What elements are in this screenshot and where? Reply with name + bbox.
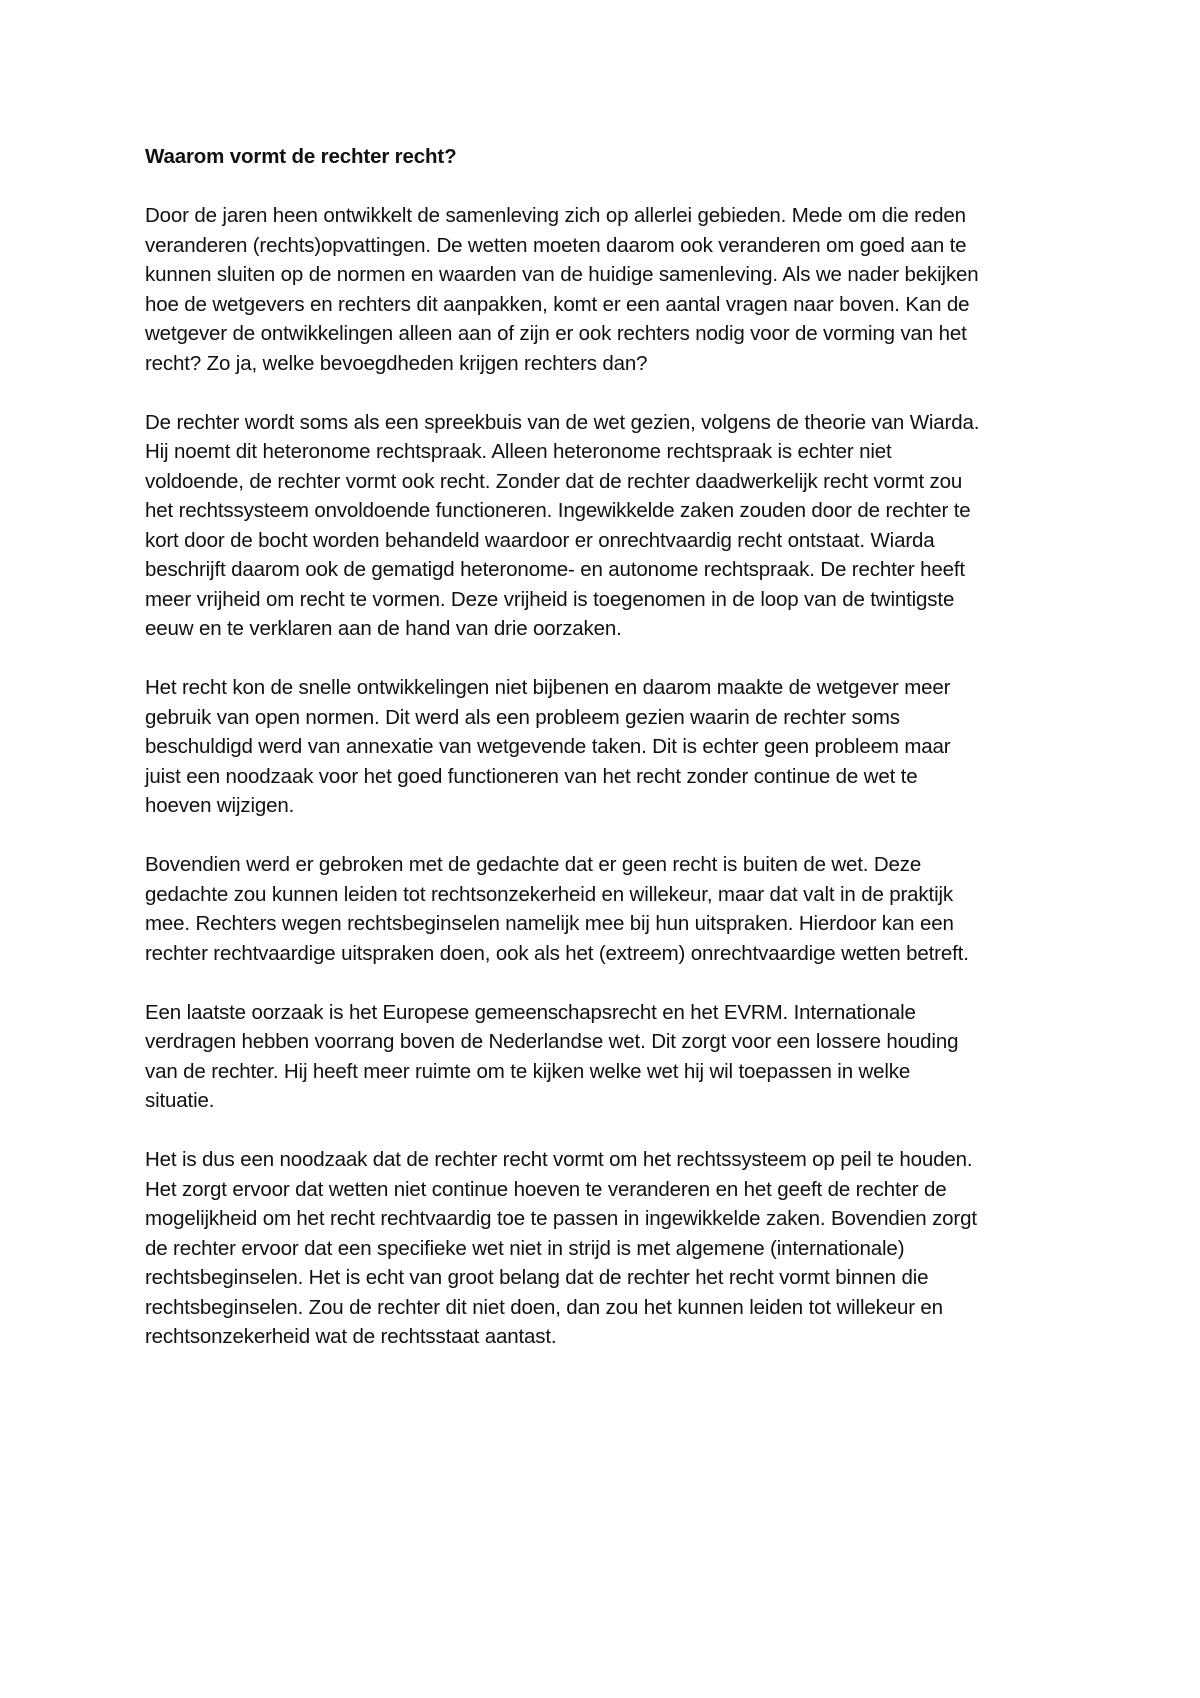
paragraph-line: rechter rechtvaardige uitspraken doen, ook als het (extreem) onrechtvaardige wetten betreft.: [145, 941, 969, 965]
paragraph-line: Door de jaren heen ontwikkelt de samenleving zich op allerlei gebieden. Mede om die reden: [145, 204, 966, 227]
paragraph-line: verdragen hebben voorrang boven de Nederlandse wet. Dit zorgt voor een lossere houding: [145, 1030, 959, 1053]
paragraph-line: van de rechter. Hij heeft meer ruimte om te kijken welke wet hij wil toepassen in welke: [145, 1059, 911, 1083]
paragraph-line: Bovendien werd er gebroken met de gedachte dat er geen recht is buiten de wet. Deze: [145, 853, 922, 876]
paragraph-line: situatie.: [145, 1089, 215, 1112]
paragraph-line: mogelijkheid om het recht rechtvaardig toe te passen in ingewikkelde zaken. Bovendien zorgt: [145, 1207, 977, 1230]
paragraph-line: kort door de bocht worden behandeld waardoor er onrechtvaardig recht ontstaat. Wiarda: [145, 528, 935, 552]
paragraph-line: Hij noemt dit heteronome rechtspraak. Alleen heteronome rechtspraak is echter niet: [145, 440, 892, 463]
document-title: Waarom vormt de rechter recht?: [145, 145, 457, 168]
paragraph-line: rechtsbeginselen. Het is echt van groot belang dat de rechter het recht vormt binnen die: [145, 1266, 929, 1289]
paragraph-line: Het is dus een noodzaak dat de rechter recht vormt om het rechtssysteem op peil te houden.: [145, 1148, 973, 1171]
paragraph-line: beschrijft daarom ook de gematigd heteronome- en autonome rechtspraak. De rechter heeft: [145, 558, 965, 581]
paragraph-line: voldoende, de rechter vormt ook recht. Zonder dat de rechter daadwerkelijk recht vormt zou: [145, 469, 963, 493]
paragraph-line: het rechtssysteem onvoldoende functioneren. Ingewikkelde zaken zouden door de rechter te: [145, 499, 971, 522]
paragraph-line: gebruik van open normen. Dit werd als een probleem gezien waarin de rechter soms: [145, 705, 900, 729]
paragraph-3: [145, 673, 1070, 821]
document-body: [145, 142, 1070, 1381]
paragraph-6: [145, 1145, 1070, 1352]
paragraph-list: [145, 201, 1070, 1352]
paragraph-1: [145, 201, 1070, 378]
paragraph-line: rechtsonzekerheid wat de rechtsstaat aantast.: [145, 1325, 557, 1348]
paragraph-line: Het zorgt ervoor dat wetten niet continue hoeven te veranderen en het geeft de rechter de: [145, 1177, 947, 1201]
paragraph-line: Een laatste oorzaak is het Europese gemeenschapsrecht en het EVRM. Internationale: [145, 1000, 916, 1024]
paragraph-line: juist een noodzaak voor het goed functioneren van het recht zonder continue de wet te: [145, 764, 918, 788]
paragraph-5: [145, 998, 1070, 1116]
paragraph-line: kunnen sluiten op de normen en waarden van de huidige samenleving. Als we nader bekijken: [145, 263, 979, 286]
paragraph-line: hoeven wijzigen.: [145, 794, 295, 817]
paragraph-line: beschuldigd werd van annexatie van wetgevende taken. Dit is echter geen probleem maar: [145, 735, 951, 758]
paragraph-line: eeuw en te verklaren aan de hand van drie oorzaken.: [145, 617, 622, 640]
paragraph-line: recht? Zo ja, welke bevoegdheden krijgen rechters dan?: [145, 351, 648, 375]
paragraph-line: rechtsbeginselen. Zou de rechter dit niet doen, dan zou het kunnen leiden tot willekeur en: [145, 1295, 943, 1319]
paragraph-line: veranderen (rechts)opvattingen. De wetten moeten daarom ook veranderen om goed aan te: [145, 233, 967, 257]
paragraph-line: Het recht kon de snelle ontwikkelingen niet bijbenen en daarom maakte de wetgever meer: [145, 676, 951, 699]
paragraph-line: hoe de wetgevers en rechters dit aanpakken, komt er een aantal vragen naar boven. Kan de: [145, 292, 970, 316]
paragraph-line: gedachte zou kunnen leiden tot rechtsonzekerheid en willekeur, maar dat valt in de praktijk: [145, 882, 953, 906]
paragraph-line: de rechter ervoor dat een specifieke wet niet in strijd is met algemene (internationale): [145, 1236, 905, 1260]
paragraph-2: [145, 408, 1070, 644]
paragraph-line: meer vrijheid om recht te vormen. Deze vrijheid is toegenomen in de loop van de twintigste: [145, 587, 955, 611]
paragraph-4: [145, 850, 1070, 968]
paragraph-line: wetgever de ontwikkelingen alleen aan of zijn er ook rechters nodig voor de vorming van het: [145, 322, 967, 345]
paragraph-line: mee. Rechters wegen rechtsbeginselen namelijk mee bij hun uitspraken. Hierdoor kan een: [145, 912, 954, 935]
paragraph-line: De rechter wordt soms als een spreekbuis van de wet gezien, volgens de theorie van Wiarda.: [145, 410, 980, 434]
